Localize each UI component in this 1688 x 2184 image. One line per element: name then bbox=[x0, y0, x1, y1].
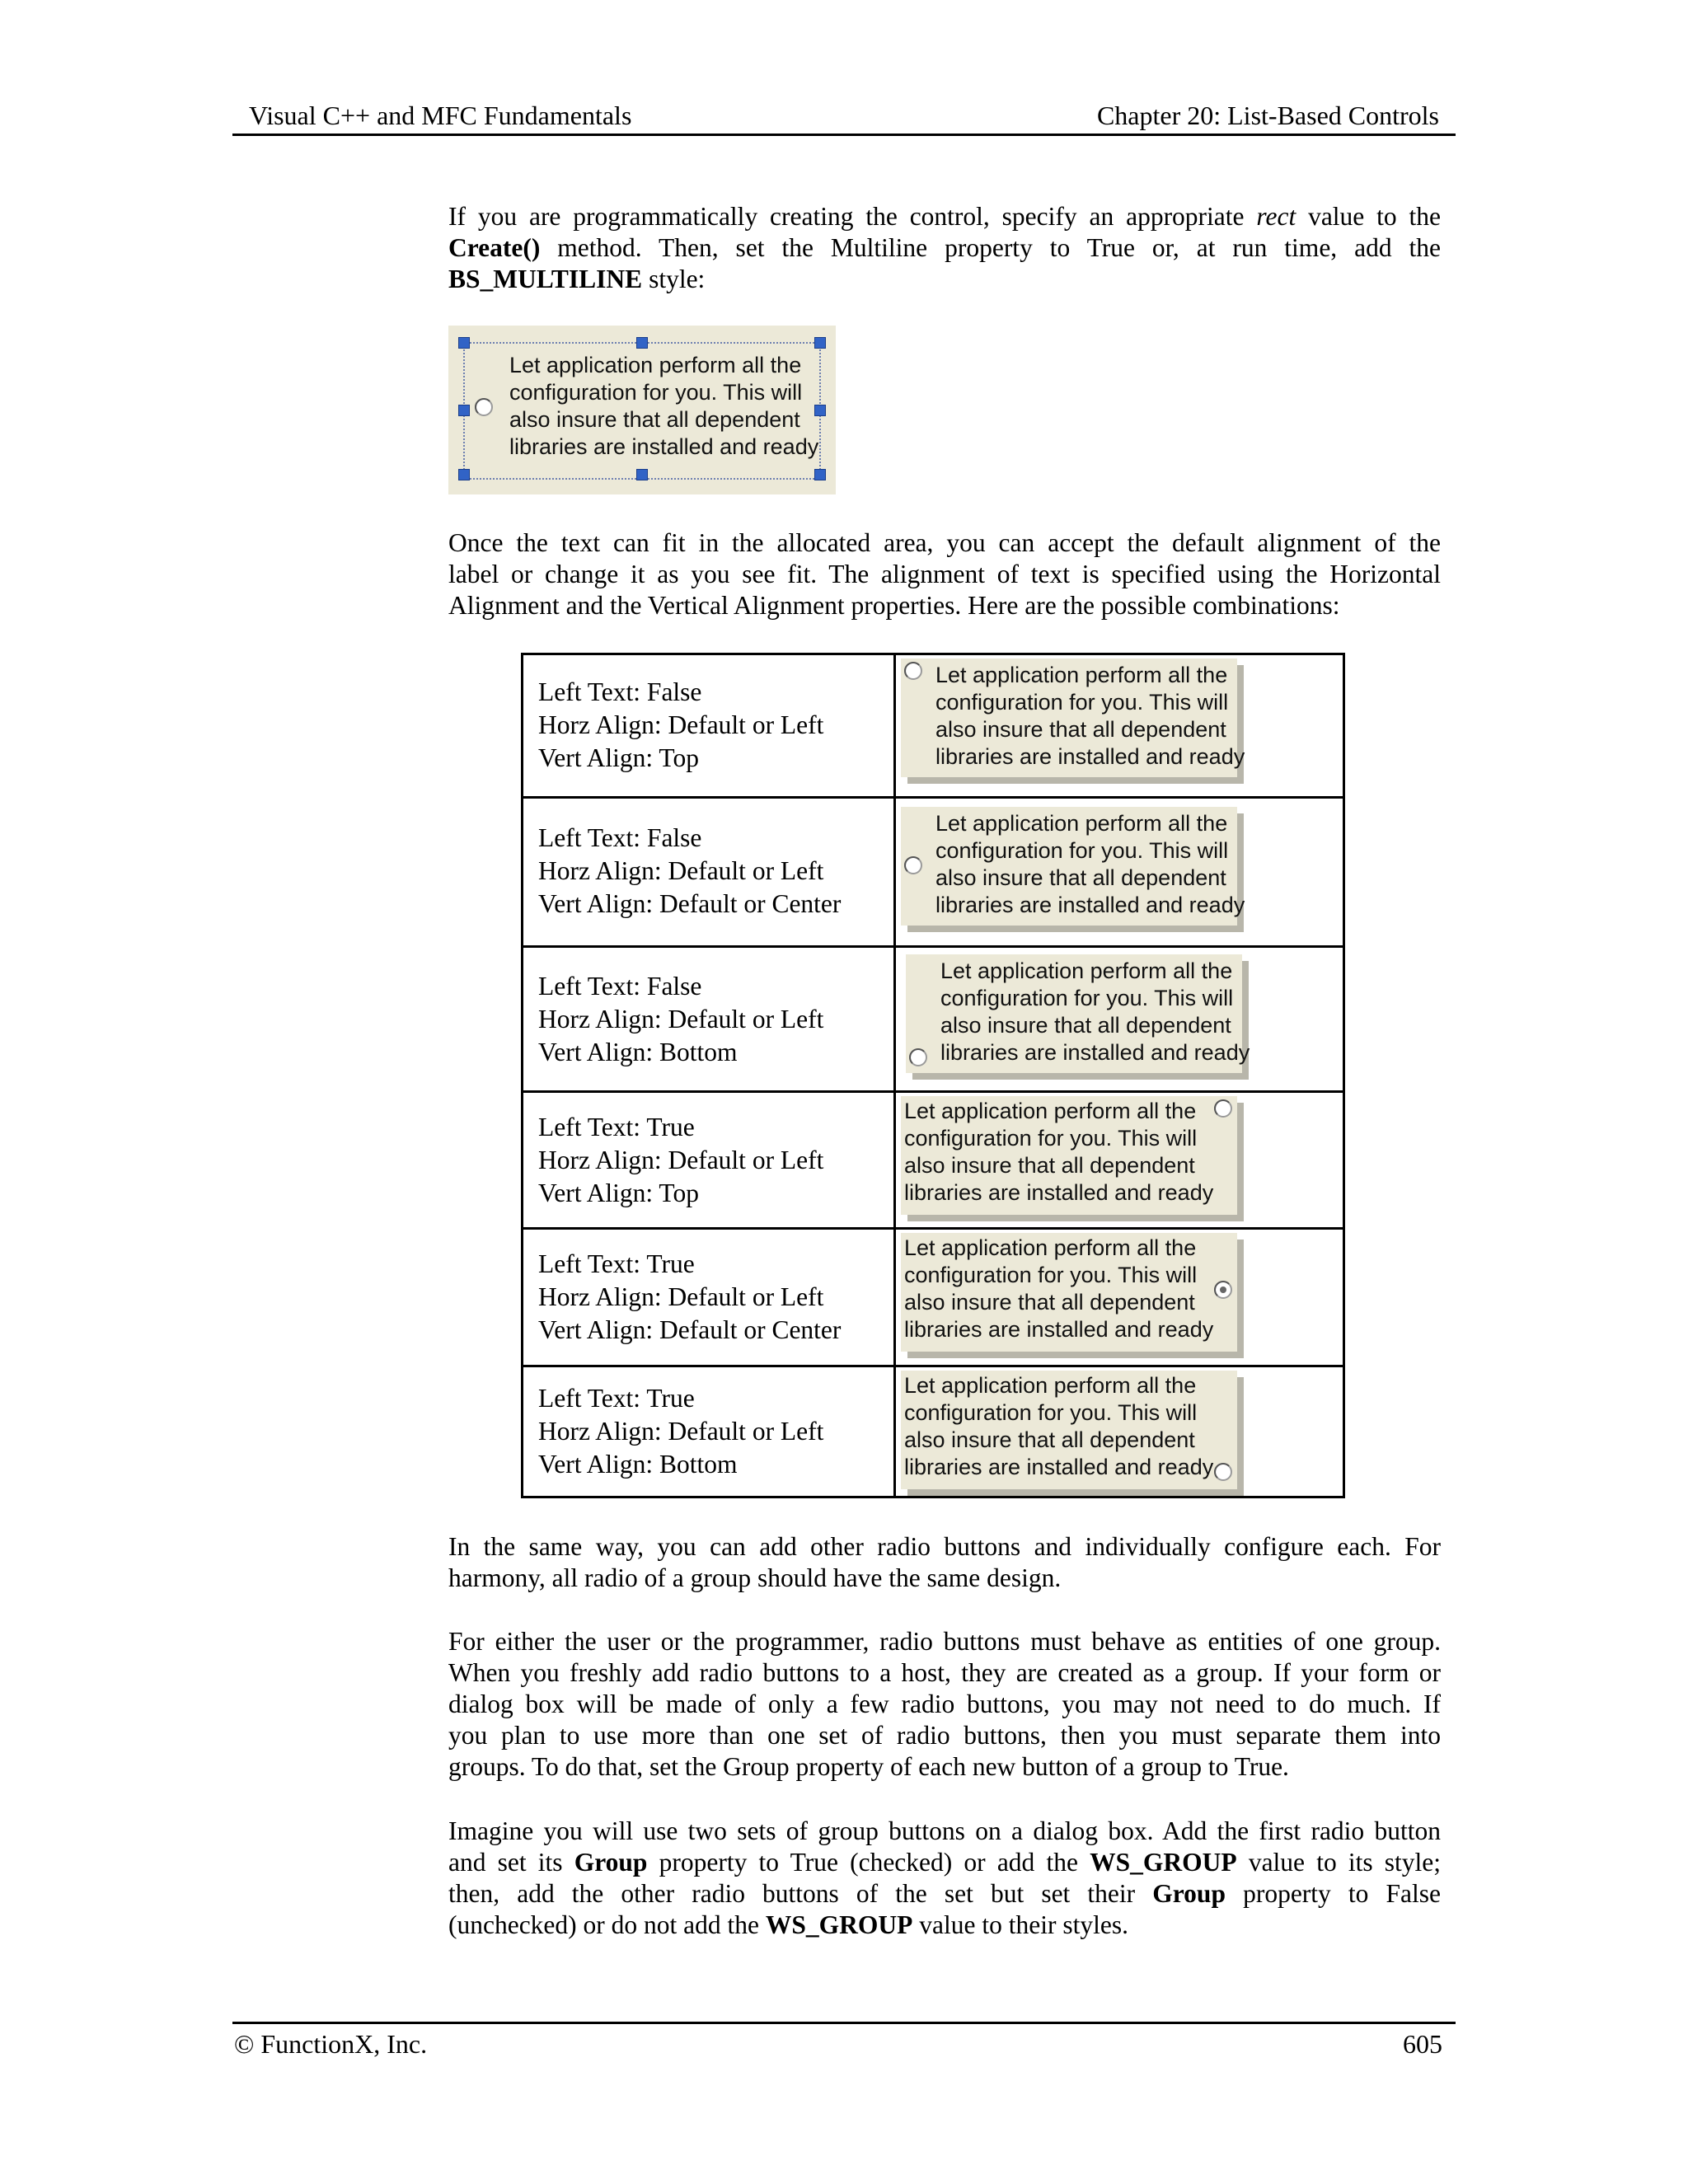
combination-preview bbox=[896, 1230, 1343, 1365]
alignment-paragraph bbox=[448, 527, 1441, 621]
combination-description: Left Text: True Horz Align: Default or Left Vert Align: Top bbox=[523, 1093, 896, 1227]
group-line-4: you plan to use more than one set of radio buttons, then you must separate them into bbox=[448, 1721, 1441, 1750]
radio-sample bbox=[906, 954, 1250, 1073]
combination-preview bbox=[896, 1367, 1343, 1496]
alignment-line-2: label or change it as you see fit. The alignment of text is specified using the Horizontal bbox=[448, 560, 1441, 588]
radio-button-icon bbox=[1214, 1281, 1232, 1299]
resize-handle bbox=[636, 469, 648, 480]
combination-preview bbox=[896, 1093, 1343, 1227]
page-header bbox=[232, 97, 1456, 136]
radio-caption: Let application perform all the configuration for you. This will also insure that all dependent libraries are installed and ready bbox=[509, 353, 819, 459]
group-line-2: When you freshly add radio buttons to a host, they are created as a group. If your form or bbox=[448, 1658, 1441, 1687]
group-line-1: For either the user or the programmer, radio buttons must behave as entities of one group. bbox=[448, 1627, 1441, 1656]
radio-caption: Let application perform all the configuration for you. This will also insure that all dependent libraries are installed and ready bbox=[935, 811, 1245, 917]
resize-handle bbox=[814, 337, 826, 349]
same-way-line-2: harmony, all radio of a group should have the same design. bbox=[448, 1563, 1062, 1592]
radio-sample bbox=[901, 658, 1245, 777]
chapter-title: Chapter 20: List-Based Controls bbox=[1096, 101, 1439, 130]
alignment-line-3: Alignment and the Vertical Alignment properties. Here are the possible combinations: bbox=[448, 591, 1340, 620]
combination-preview bbox=[896, 799, 1343, 945]
combination-description: Left Text: True Horz Align: Default or Left Vert Align: Bottom bbox=[523, 1367, 896, 1496]
radio-sample bbox=[901, 1096, 1237, 1215]
combination-description: Left Text: False Horz Align: Default or Left Vert Align: Bottom bbox=[523, 948, 896, 1090]
radio-button-icon bbox=[909, 1048, 927, 1066]
radio-caption: Let application perform all the configuration for you. This will also insure that all dependent libraries are installed and ready bbox=[904, 1235, 1214, 1342]
radio-caption: Let application perform all the configuration for you. This will also insure that all dependent libraries are installed and ready bbox=[904, 1099, 1214, 1205]
resize-handle bbox=[458, 405, 470, 416]
table-row bbox=[523, 1367, 1343, 1496]
radio-sample bbox=[901, 1233, 1237, 1352]
intro-paragraph bbox=[448, 201, 1441, 295]
intro-line-1: If you are programmatically creating the control, specify an appropriate rect value to the bbox=[448, 202, 1442, 231]
combination-description: Left Text: True Horz Align: Default or Left Vert Align: Default or Center bbox=[523, 1230, 896, 1365]
group-paragraph bbox=[448, 1626, 1441, 1783]
resize-handle bbox=[458, 469, 470, 480]
intro-line-3: BS_MULTILINE style: bbox=[448, 265, 706, 293]
radio-button-icon bbox=[1214, 1099, 1232, 1118]
radio-caption: Let application perform all the configuration for you. This will also insure that all dependent libraries are installed and ready bbox=[935, 663, 1245, 769]
group-line-3: dialog box will be made of only a few radio buttons, you may not need to do much. If bbox=[448, 1690, 1441, 1718]
radio-sample bbox=[901, 1371, 1237, 1489]
page-footer bbox=[232, 2022, 1456, 2059]
combination-preview bbox=[896, 655, 1343, 796]
designer-radio-screenshot bbox=[448, 326, 836, 494]
resize-handle bbox=[814, 469, 826, 480]
radio-button-icon bbox=[1214, 1463, 1232, 1481]
combination-preview bbox=[896, 948, 1343, 1090]
intro-line-2: Create() method. Then, set the Multiline property to True or, at run time, add the bbox=[448, 233, 1442, 262]
alignment-combinations-table bbox=[521, 653, 1345, 1498]
resize-handle bbox=[636, 337, 648, 349]
imagine-line-3: then, add the other radio buttons of the set but set their Group property to False bbox=[448, 1879, 1441, 1908]
resize-handle bbox=[458, 337, 470, 349]
combination-description: Left Text: False Horz Align: Default or Left Vert Align: Top bbox=[523, 655, 896, 796]
imagine-line-4: (unchecked) or do not add the WS_GROUP value to their styles. bbox=[448, 1910, 1128, 1939]
radio-button-icon bbox=[904, 662, 922, 680]
radio-sample bbox=[901, 807, 1245, 926]
radio-caption: Let application perform all the configuration for you. This will also insure that all dependent libraries are installed and ready bbox=[940, 958, 1250, 1065]
book-title: Visual C++ and MFC Fundamentals bbox=[249, 101, 632, 130]
table-row bbox=[523, 1230, 1343, 1367]
table-row bbox=[523, 655, 1343, 799]
copyright: © FunctionX, Inc. bbox=[234, 2029, 428, 2059]
alignment-line-1: Once the text can fit in the allocated area, you can accept the default alignment of the bbox=[448, 528, 1441, 557]
imagine-paragraph bbox=[448, 1816, 1441, 1941]
imagine-line-2: and set its Group property to True (checked) or add the WS_GROUP value to its style; bbox=[448, 1848, 1442, 1877]
combination-description: Left Text: False Horz Align: Default or Left Vert Align: Default or Center bbox=[523, 799, 896, 945]
table-row bbox=[523, 948, 1343, 1093]
table-row bbox=[523, 799, 1343, 948]
page-number: 605 bbox=[1403, 2029, 1442, 2059]
radio-button-icon bbox=[475, 398, 493, 416]
imagine-line-1: Imagine you will use two sets of group buttons on a dialog box. Add the first radio button bbox=[448, 1816, 1441, 1845]
radio-caption: Let application perform all the configuration for you. This will also insure that all dependent libraries are installed and ready bbox=[904, 1373, 1214, 1479]
same-way-paragraph bbox=[448, 1531, 1441, 1594]
table-row bbox=[523, 1093, 1343, 1230]
radio-button-icon bbox=[904, 856, 922, 874]
same-way-line-1: In the same way, you can add other radio buttons and individually configure each. For bbox=[448, 1532, 1441, 1561]
group-line-5: groups. To do that, set the Group property of each new button of a group to True. bbox=[448, 1752, 1289, 1781]
